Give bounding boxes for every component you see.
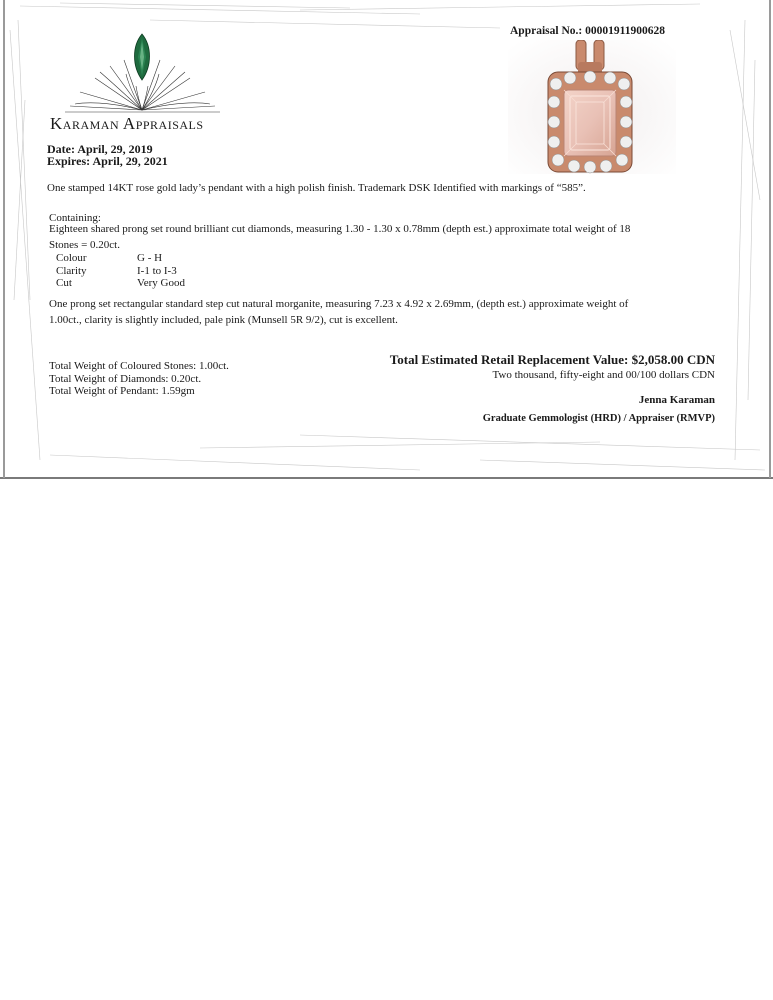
marquise-gem-lotus-logo (60, 30, 225, 116)
item-description: One stamped 14KT rose gold lady’s pendant with a high polish finish. Trademark DSK Identified with markings of “585”. (47, 182, 586, 194)
total-pendant: Total Weight of Pendant: 1.59gm (49, 385, 195, 397)
issue-date: Date: April, 29, 2019 (47, 142, 153, 156)
attribute-value: G - H (137, 252, 163, 264)
rose-gold-morganite-pendant-photo (508, 40, 676, 174)
diamonds-description-line2: Stones = 0.20ct. (49, 239, 120, 251)
containing-label: Containing: (49, 212, 101, 224)
expiry-date: Expires: April, 29, 2021 (47, 154, 168, 168)
diamonds-description-line1: Eighteen shared prong set round brilliant cut diamonds, measuring 1.30 - 1.30 x 0.78mm (depth est.) approximate total weight of 18 (49, 223, 631, 235)
total-diamonds: Total Weight of Diamonds: 0.20ct. (49, 373, 202, 385)
attribute-row-cut (56, 277, 185, 289)
morganite-description-line1: One prong set rectangular standard step cut natural morganite, measuring 7.23 x 4.92 x 2.69mm, (depth est.) approximate weight of (49, 298, 629, 310)
attribute-value: I-1 to I-3 (137, 265, 177, 277)
attribute-row-clarity (56, 265, 177, 277)
certificate-dates (47, 143, 168, 167)
value-in-words: Two thousand, fifty-eight and 00/100 dollars CDN (492, 369, 715, 381)
morganite-description-line2: 1.00ct., clarity is slightly included, pale pink (Munsell 5R 9/2), cut is excellent. (49, 314, 398, 326)
attribute-value: Very Good (137, 277, 185, 289)
appraisal-number: Appraisal No.: 00001911900628 (510, 25, 665, 37)
total-coloured-stones: Total Weight of Coloured Stones: 1.00ct. (49, 360, 229, 372)
appraiser-title: Graduate Gemmologist (HRD) / Appraiser (RMVP) (482, 413, 715, 424)
attribute-key: Colour (56, 252, 87, 264)
retail-replacement-value: Total Estimated Retail Replacement Value: $2,058.00 CDN (389, 352, 715, 367)
appraisal-certificate (0, 0, 773, 480)
brand-name: Karaman Appraisals (50, 114, 204, 133)
attribute-key: Clarity (56, 265, 87, 277)
attribute-row-colour (56, 252, 162, 264)
attribute-key: Cut (56, 277, 72, 289)
appraiser-name: Jenna Karaman (638, 394, 715, 406)
